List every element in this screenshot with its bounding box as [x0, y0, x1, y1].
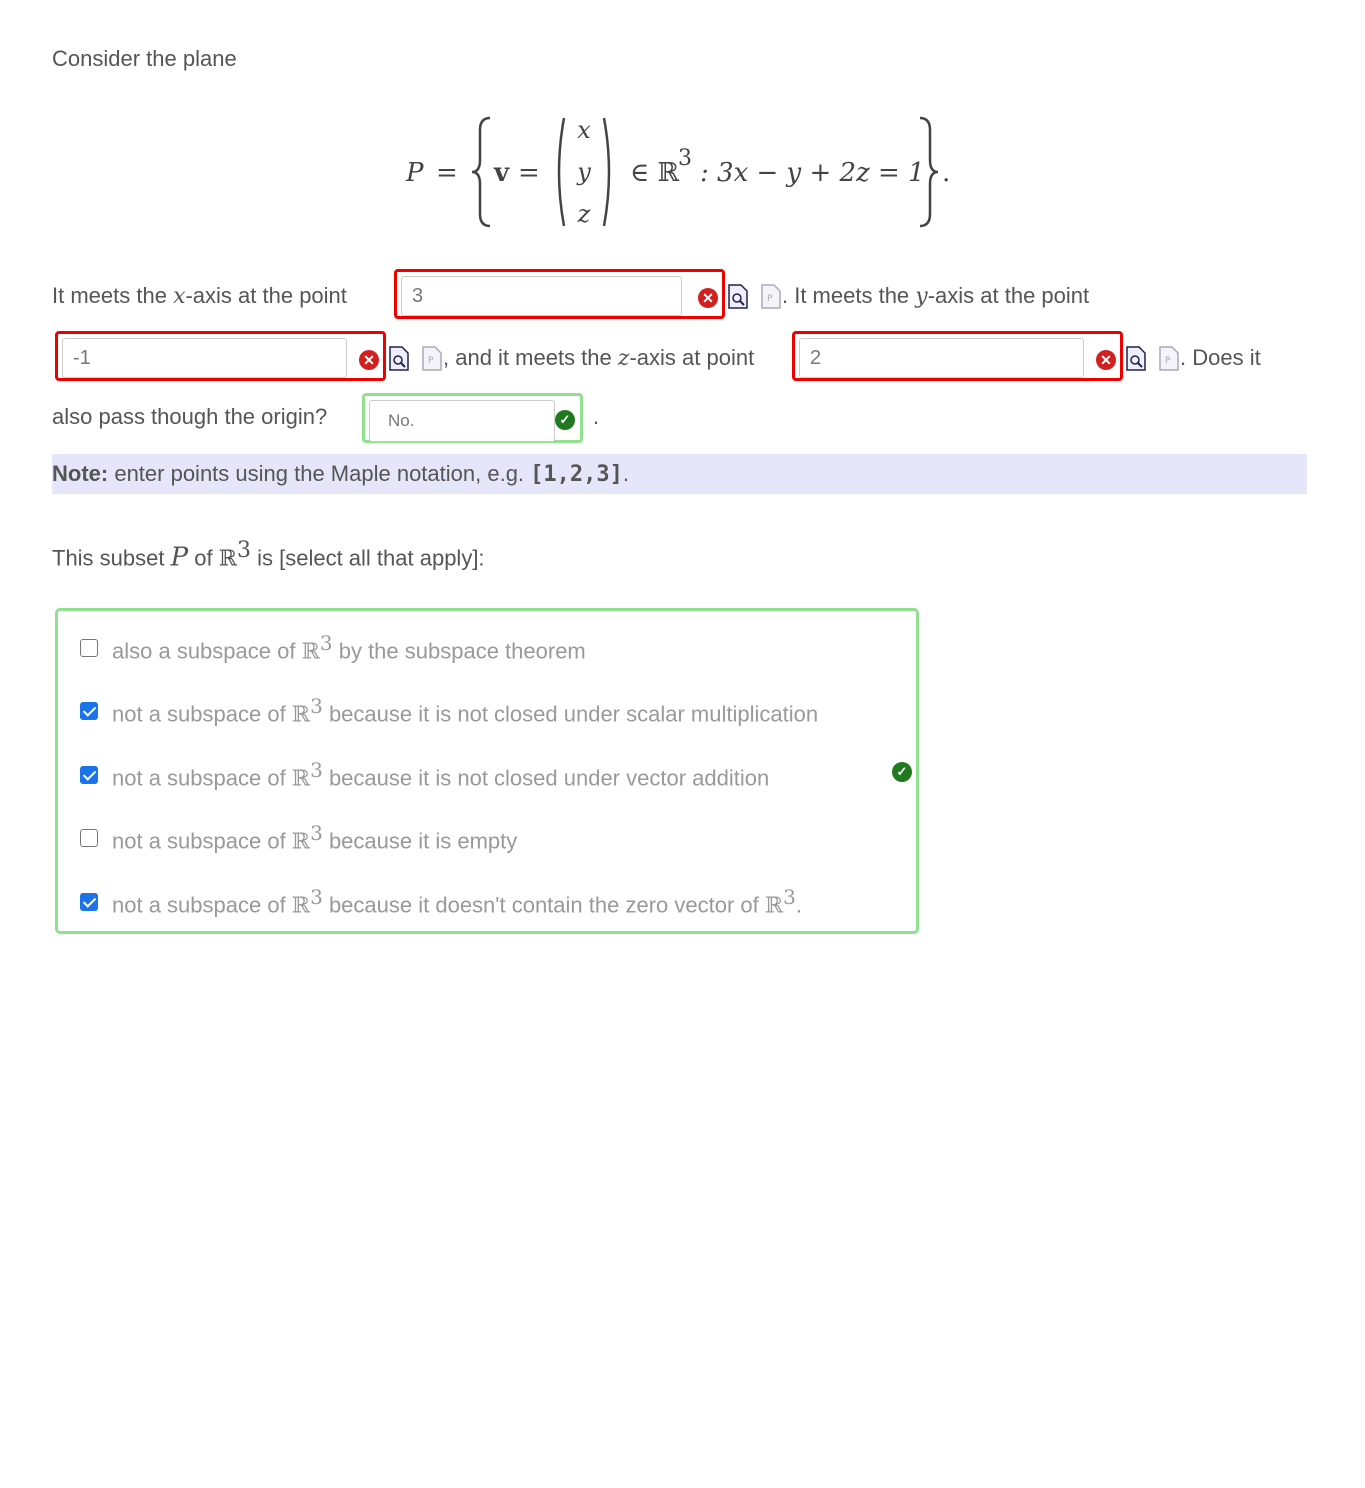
q1-mid-b: -axis at the point: [927, 283, 1090, 308]
q1-prefix-a: It meets the: [52, 283, 174, 308]
q2-r: ℝ: [218, 546, 237, 572]
choices-box: [55, 608, 919, 934]
opt-post: because it doesn't contain the zero vector of: [322, 892, 765, 918]
blank-page-icon[interactable]: [761, 284, 781, 309]
origin-field: [362, 393, 583, 443]
opt-r: ℝ: [291, 893, 311, 919]
right-paren: [602, 116, 616, 228]
right-brace: [916, 116, 940, 228]
plane-equation: [406, 112, 966, 232]
q2-p: P: [170, 542, 189, 573]
eq-in-set: ∈ ℝ: [630, 158, 680, 188]
vec-y: y: [577, 158, 591, 186]
correct-icon: ✓: [555, 410, 575, 430]
left-brace: [470, 116, 494, 228]
eq-equals: =: [436, 158, 458, 188]
eq-condition: : 3x − y + 2z = 1: [700, 158, 925, 188]
q1-tail-a: . Does it: [1180, 345, 1261, 370]
opt-exp: 3: [310, 885, 323, 909]
q2-c: is [select all that apply]:: [250, 545, 485, 571]
q2-exp: 3: [236, 538, 251, 563]
blank-page-icon[interactable]: [1159, 346, 1179, 371]
eq-equals-2: =: [518, 158, 540, 188]
vec-x: x: [577, 116, 591, 144]
opt-exp: 3: [310, 821, 323, 845]
q1-tail-c: .: [593, 404, 600, 429]
opt-pre: not a subspace of: [112, 701, 292, 727]
opt-r: ℝ: [291, 766, 311, 792]
checkbox-unchecked[interactable]: [80, 829, 98, 847]
z-intercept-input[interactable]: [799, 338, 1084, 378]
q1-mid-c: , and it meets the: [443, 345, 618, 370]
eq-exp: 3: [678, 146, 692, 171]
q1-prefix-b: -axis at the point: [185, 283, 347, 308]
error-icon: ✕: [1096, 350, 1116, 370]
opt-r: ℝ: [291, 702, 311, 728]
eq-v: v: [494, 158, 510, 188]
z-intercept-field: [792, 331, 1123, 381]
note-code: [1,2,3]: [530, 462, 623, 487]
note-text: enter points using the Maple notation, e.g.: [108, 461, 531, 486]
opt-post: because it is not closed under scalar multiplication: [322, 701, 819, 727]
q1-text-a: [52, 283, 347, 309]
opt-exp: 3: [319, 631, 333, 655]
svg-text:P: P: [1165, 356, 1171, 366]
opt-exp2: 3: [783, 885, 796, 909]
q2-a: This subset: [52, 545, 171, 571]
opt-pre: not a subspace of: [112, 892, 292, 918]
blank-page-icon[interactable]: [422, 346, 442, 371]
checkbox-checked[interactable]: [80, 766, 98, 784]
error-icon: ✕: [698, 288, 718, 308]
opt-pre: not a subspace of: [112, 765, 292, 791]
checkbox-unchecked[interactable]: [80, 639, 98, 657]
eq-end: .: [942, 158, 951, 188]
note-end: .: [622, 461, 630, 486]
option-label: [112, 758, 769, 791]
q2-b: of: [188, 545, 219, 571]
y-intercept-input[interactable]: [62, 338, 347, 378]
opt-post: because it is not closed under vector addition: [322, 765, 770, 791]
preview-icon[interactable]: [728, 284, 748, 309]
q1-mid-a: . It meets the: [782, 283, 916, 308]
opt-end: .: [795, 892, 803, 918]
opt-post: by the subspace theorem: [332, 638, 586, 664]
q1-mid-d: -axis at point: [629, 345, 755, 370]
q1-tail-b: also pass though the origin?: [52, 404, 328, 429]
checkbox-checked[interactable]: [80, 702, 98, 720]
opt-exp: 3: [310, 758, 323, 782]
opt-r2: ℝ: [764, 893, 784, 919]
correct-icon: ✓: [892, 762, 912, 782]
option-label: [112, 694, 818, 727]
note-bold: Note:: [52, 461, 109, 486]
opt-r: ℝ: [301, 639, 320, 665]
option-label: [112, 631, 586, 664]
preview-icon[interactable]: [1126, 346, 1146, 371]
x-intercept-field: [394, 269, 725, 319]
opt-pre: not a subspace of: [112, 828, 292, 854]
preview-icon[interactable]: [389, 346, 409, 371]
opt-pre: also a subspace of: [112, 638, 302, 664]
z-var: z: [617, 346, 630, 371]
svg-text:P: P: [428, 356, 434, 366]
svg-text:P: P: [767, 294, 773, 304]
option-label: [112, 821, 517, 854]
q2-text: [52, 538, 485, 572]
note-box: [52, 454, 1307, 494]
y-var: y: [915, 284, 928, 309]
intro-text: Consider the plane: [52, 46, 237, 71]
option-label: [112, 885, 802, 918]
opt-r: ℝ: [291, 829, 311, 855]
x-var: x: [173, 284, 186, 309]
q1-text-c: [443, 345, 754, 371]
origin-select[interactable]: [369, 400, 555, 442]
opt-exp: 3: [310, 694, 323, 718]
error-icon: ✕: [359, 350, 379, 370]
x-intercept-input[interactable]: [401, 276, 682, 316]
vec-z: z: [577, 200, 591, 228]
q1-text-b: [782, 283, 1089, 309]
y-intercept-field: [55, 331, 386, 381]
checkbox-checked[interactable]: [80, 893, 98, 911]
eq-lhs: P: [406, 158, 424, 188]
opt-post: because it is empty: [322, 828, 518, 854]
